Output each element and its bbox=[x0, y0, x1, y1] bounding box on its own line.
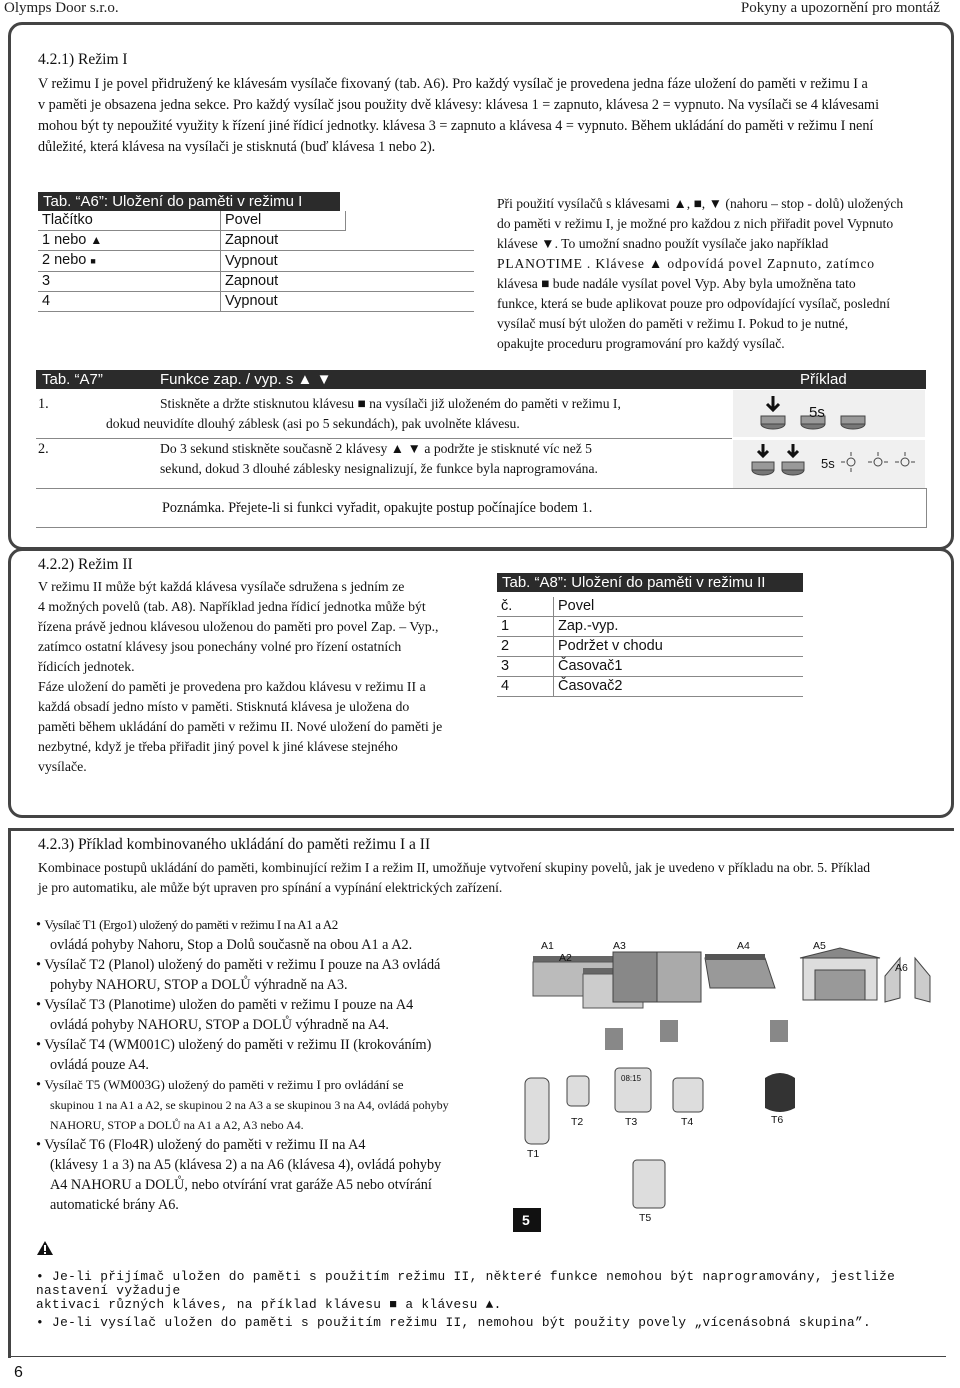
step-2 bbox=[38, 439, 49, 459]
table-row: 1 Zap.-vyp. bbox=[497, 617, 803, 637]
figure-5 bbox=[505, 928, 945, 1238]
bullet-cont: NAHORU, STOP a DOLŮ na A1 a A2, A3 nebo A4. bbox=[50, 1118, 304, 1132]
header-company: Olymps Door s.r.o. bbox=[4, 0, 119, 16]
step-1 bbox=[38, 394, 49, 414]
fig-label-a2: A2 bbox=[559, 952, 572, 964]
section-1-text bbox=[38, 74, 943, 158]
fig-label-t3: T3 bbox=[625, 1116, 638, 1128]
warning-text bbox=[36, 1270, 951, 1330]
section-2-title: 4.2.2) Režim II bbox=[38, 556, 133, 573]
s1-right-line: klávesa ■ bude nadále vysílat povel Vyp. Aby byla umožněna tato bbox=[497, 276, 856, 291]
bullet-cont: (klávesy 1 a 3) na A5 (klávesa 2) a na A6 (klávesa 4), ovládá pohyby bbox=[50, 1157, 442, 1173]
warning-line: aktivaci různých kláves, na příklad klávesu ■ a klávesu ▲. bbox=[36, 1297, 502, 1312]
s2-line: řízena právě jednou klávesou uloženou do paměti pro povel Zap. – Vyp., bbox=[38, 619, 439, 634]
fig-label-t6: T6 bbox=[771, 1114, 784, 1126]
s2-line: 4 možných povelů (tab. A8). Například jedna řídicí jednotka může být bbox=[38, 599, 426, 614]
fig-label-a3: A3 bbox=[613, 940, 626, 952]
s2-line: Fáze uložení do paměti je provedena pro každou klávesu v režimu II a bbox=[38, 679, 426, 694]
bullet-cont: pohyby NAHORU, STOP a DOLŮ výhradně na A3. bbox=[50, 977, 348, 993]
bullet-cont: ovládá pohyby Nahoru, Stop a Dolů současně na obou A1 a A2. bbox=[50, 937, 413, 953]
warning-icon bbox=[36, 1240, 54, 1261]
table-a6-col2: Povel bbox=[221, 211, 346, 231]
bullet-item: • Vysílač T6 (Flo4R) uložený do paměti v režimu II na A4 bbox=[36, 1137, 366, 1153]
bullet-item: • Vysílač T2 (Planol) uložený do paměti v režimu I pouze na A3 ovládá bbox=[36, 957, 441, 973]
bullet-cont: A4 NAHORU a DOLŮ, nebo otvírání vrat garáže A5 nebo otvírání bbox=[50, 1177, 432, 1193]
section-3-title: 4.2.3) Příklad kombinovaného ukládání do paměti režimu I a II bbox=[38, 836, 431, 853]
a7-note: Poznámka. Přejete-li si funkci vyřadit, opakujte postup počínajíce bodem 1. bbox=[162, 500, 593, 516]
table-a6 bbox=[38, 192, 474, 312]
table-a8-col1: č. bbox=[497, 597, 554, 617]
table-a8-col2: Povel bbox=[554, 597, 804, 617]
fig-label-a4: A4 bbox=[737, 940, 750, 952]
table-a8 bbox=[497, 573, 803, 697]
step-line: dokud neuvidíte dlouhý záblesk (asi po 5 sekundách), pak uvolněte klávesu. bbox=[106, 416, 520, 431]
s1-right-line: funkce, která se bude aplikovat pouze pro odpovídající vysílač, poslední bbox=[497, 296, 890, 311]
bullet-item: • Vysílač T5 (WM003G) uložený do paměti v režimu I pro ovládání se bbox=[36, 1077, 404, 1093]
header-doc-title: Pokyny a upozornění pro montáž bbox=[740, 0, 940, 16]
bullet-cont: ovládá pouze A4. bbox=[50, 1057, 149, 1073]
bullet-item: • Vysílač T1 (Ergo1) uložený do paměti v režimu I na A1 a A2 bbox=[36, 917, 338, 933]
step-1-text bbox=[106, 394, 720, 434]
section-3-intro bbox=[38, 858, 953, 898]
table-row: 2 Podržet v chodu bbox=[497, 637, 803, 657]
warning-line: • Je-li vysílač uložen do paměti s použitím režimu II, nemohou být použity povely „vícenásobná skupina”. bbox=[36, 1315, 872, 1330]
example-image-2 bbox=[733, 440, 925, 488]
step-num: 1. bbox=[38, 396, 49, 412]
s1-right-line: opakujte proceduru programování pro každý vysílač. bbox=[497, 336, 785, 351]
s3-bullets bbox=[36, 915, 496, 1215]
fig-number: 5 bbox=[522, 1212, 530, 1228]
s1-right-text bbox=[497, 194, 937, 354]
step-line: sekund, dokud 3 dlouhé záblesky nesignalizují, že funkce byla naprogramována. bbox=[160, 461, 598, 476]
table-a7-example: Příklad bbox=[800, 371, 847, 388]
s2-line: zatímco ostatní klávesy jsou ponechány volné pro řízení ostatních bbox=[38, 639, 402, 654]
fig-label-t2: T2 bbox=[571, 1116, 584, 1128]
fig-label-t5: T5 bbox=[639, 1212, 652, 1224]
section-2-text bbox=[38, 577, 474, 777]
s1-line: mohou být ty nepoužité využity k řízení jiné řídicí jednotky. klávesa 3 = zapnuto a klávesa 4 = vypnuto. Během ukládání do paměti v režimu I není bbox=[38, 118, 874, 134]
table-row: 4 Časovač2 bbox=[497, 677, 803, 697]
warning-line: • Je-li přijímač uložen do paměti s použitím režimu II, některé funkce nemohou být naprogramovány, jestliže nastavení vyžaduje bbox=[36, 1269, 896, 1298]
s3-intro-line: Kombinace postupů ukládání do paměti, kombinující režim I a režim II, umožňuje vytvoření skupiny povelů, jak je uvedeno v příkladu na obr. 5. Příklad bbox=[38, 860, 871, 875]
page-number: 6 bbox=[14, 1364, 23, 1381]
fig-label-a5: A5 bbox=[813, 940, 826, 952]
s1-line: v paměti je obsazena jedna sekce. Pro každý vysílač jsou použity dvě klávesy: klávesa 1 = zapnuto, klávesa 2 = vypnuto. Na vysílači se 4 klávesami bbox=[38, 97, 880, 113]
fig-label-a6: A6 bbox=[895, 962, 908, 974]
step-line: Stiskněte a držte stisknutou klávesu ■ na vysílači již uloženém do paměti v režimu I, bbox=[160, 396, 621, 411]
bullet-cont: automatické brány A6. bbox=[50, 1197, 179, 1213]
table-a7-header bbox=[36, 370, 926, 389]
bullet-cont: skupinou 1 na A1 a A2, se skupinou 2 na A3 a se skupinou 3 na A4, ovládá pohyby bbox=[50, 1098, 449, 1112]
step-2-text bbox=[160, 439, 720, 479]
s1-right-line: klávese ▼. To umožní snadno použít vysílače jako například bbox=[497, 236, 829, 251]
s3-intro-line: je pro automatiku, ale může být upraven pro spínání a vypínání elektrických zařízení. bbox=[38, 880, 503, 895]
s2-line: V režimu II může být každá klávesa vysílače sdružena s jedním ze bbox=[38, 579, 405, 594]
table-row: 3 Časovač1 bbox=[497, 657, 803, 677]
s2-line: vysílače. bbox=[38, 759, 87, 774]
fig-label-a1: A1 bbox=[541, 940, 554, 952]
s1-line: V režimu I je povel přidružený ke klávesám vysílače fixovaný (tab. A6). Pro každý vysílač je provedena jedna fáze uložení do paměti v režimu I a bbox=[38, 76, 868, 92]
bullet-item: • Vysílač T4 (WM001C) uložený do paměti v režimu II (krokováním) bbox=[36, 1037, 432, 1053]
fig-label-t4: T4 bbox=[681, 1116, 694, 1128]
s2-line: řídicích jednotek. bbox=[38, 659, 135, 674]
fig-label-t1: T1 bbox=[527, 1148, 540, 1160]
table-a6-col1: Tlačítko bbox=[38, 211, 221, 231]
s2-line: každá obsadí jedno místo v paměti. Stisknutá klávesa je uložena do bbox=[38, 699, 410, 714]
table-row: 3 Zapnout bbox=[38, 272, 474, 292]
example-image-1 bbox=[733, 390, 925, 437]
s2-line: paměti během ukládání do paměti v režimu II. Nové uložení do paměti je bbox=[38, 719, 443, 734]
s1-right-line: vysílač musí být uložen do paměti v režimu I. Pokud to je nutné, bbox=[497, 316, 849, 331]
bullet-item: • Vysílač T3 (Planotime) uložen do paměti v režimu I pouze na A4 bbox=[36, 997, 414, 1013]
table-a6-title: Tab. “A6”: Uložení do paměti v režimu I bbox=[38, 192, 340, 211]
table-a7-func: Funkce zap. / vyp. s ▲ ▼ bbox=[160, 371, 332, 388]
bullet-cont: ovládá pohyby NAHORU, STOP a DOLŮ výhradně na A4. bbox=[50, 1017, 389, 1033]
table-a8-title: Tab. “A8”: Uložení do paměti v režimu II bbox=[497, 573, 803, 592]
step-num: 2. bbox=[38, 441, 49, 457]
s1-right-line: do paměti v režimu I, je možné pro každou z nich přiřadit povel Vypnuto bbox=[497, 216, 894, 231]
table-a7-label: Tab. “A7” bbox=[42, 371, 103, 388]
s2-line: nezbytné, když je třeba přiřadit jiný povel k jiné klávese stejného bbox=[38, 739, 398, 754]
s1-line: důležité, která klávesa na vysílači je stisknutá (buď klávesa 1 nebo 2). bbox=[38, 139, 436, 155]
table-row: 1 nebo ▲ Zapnout bbox=[38, 231, 474, 251]
img1-time: 5s bbox=[809, 404, 825, 421]
s1-right-line: Při použití vysílačů s klávesami ▲, ■, ▼ (nahoru – stop - dolů) uložených bbox=[497, 196, 904, 211]
img2-time: 5s bbox=[821, 456, 835, 471]
fig-display: 08:15 bbox=[621, 1074, 642, 1083]
table-row: 4 Vypnout bbox=[38, 292, 474, 312]
table-row: 2 nebo ■ Vypnout bbox=[38, 251, 474, 272]
section-1-title: 4.2.1) Režim I bbox=[38, 51, 128, 68]
s1-right-line: PLANOTIME . Klávese ▲ odpovídá povel Zapnuto, zatímco bbox=[497, 256, 875, 271]
step-line: Do 3 sekund stiskněte současně 2 klávesy ▲ ▼ a podržte je stisknuté víc než 5 bbox=[160, 441, 592, 456]
